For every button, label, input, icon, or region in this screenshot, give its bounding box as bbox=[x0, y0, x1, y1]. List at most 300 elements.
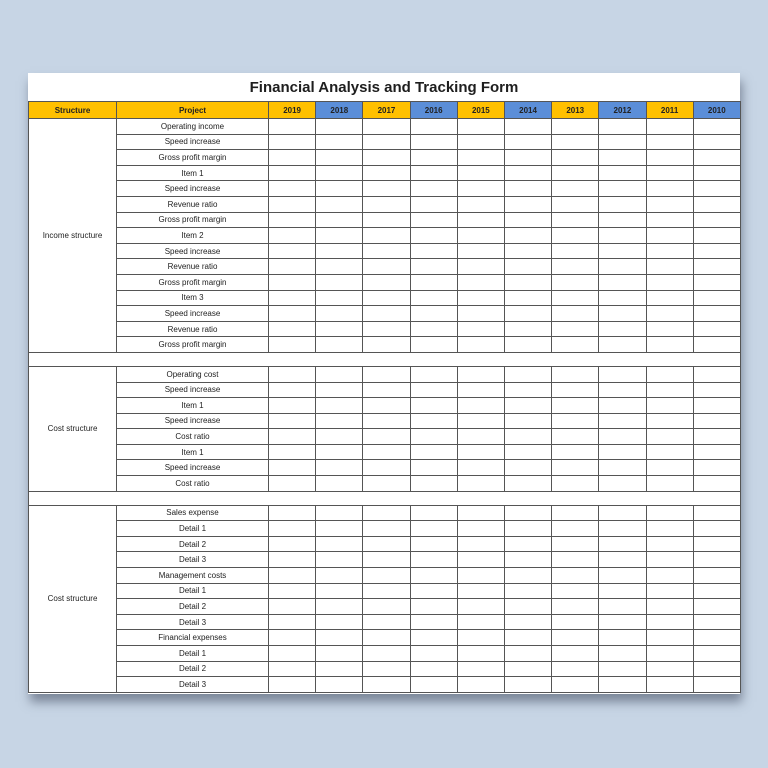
value-cell[interactable] bbox=[646, 119, 693, 135]
value-cell[interactable] bbox=[646, 583, 693, 599]
value-cell[interactable] bbox=[599, 460, 646, 476]
value-cell[interactable] bbox=[646, 661, 693, 677]
value-cell[interactable] bbox=[316, 321, 363, 337]
value-cell[interactable] bbox=[693, 150, 740, 166]
value-cell[interactable] bbox=[410, 212, 457, 228]
value-cell[interactable] bbox=[552, 646, 599, 662]
value-cell[interactable] bbox=[599, 212, 646, 228]
value-cell[interactable] bbox=[316, 150, 363, 166]
value-cell[interactable] bbox=[552, 661, 599, 677]
value-cell[interactable] bbox=[457, 181, 504, 197]
value-cell[interactable] bbox=[504, 382, 551, 398]
value-cell[interactable] bbox=[504, 677, 551, 693]
value-cell[interactable] bbox=[504, 536, 551, 552]
value-cell[interactable] bbox=[410, 677, 457, 693]
value-cell[interactable] bbox=[457, 568, 504, 584]
project-cell[interactable]: Speed increase bbox=[117, 306, 269, 322]
value-cell[interactable] bbox=[363, 614, 410, 630]
value-cell[interactable] bbox=[599, 181, 646, 197]
value-cell[interactable] bbox=[410, 382, 457, 398]
value-cell[interactable] bbox=[552, 243, 599, 259]
value-cell[interactable] bbox=[504, 337, 551, 353]
value-cell[interactable] bbox=[363, 476, 410, 492]
value-cell[interactable] bbox=[363, 677, 410, 693]
structure-cell[interactable]: Cost structure bbox=[29, 366, 117, 491]
header-structure[interactable]: Structure bbox=[29, 102, 117, 119]
value-cell[interactable] bbox=[457, 521, 504, 537]
value-cell[interactable] bbox=[363, 212, 410, 228]
value-cell[interactable] bbox=[599, 398, 646, 414]
value-cell[interactable] bbox=[363, 150, 410, 166]
value-cell[interactable] bbox=[646, 413, 693, 429]
value-cell[interactable] bbox=[552, 444, 599, 460]
value-cell[interactable] bbox=[646, 677, 693, 693]
value-cell[interactable] bbox=[316, 134, 363, 150]
value-cell[interactable] bbox=[646, 630, 693, 646]
value-cell[interactable] bbox=[410, 661, 457, 677]
value-cell[interactable] bbox=[693, 196, 740, 212]
value-cell[interactable] bbox=[552, 568, 599, 584]
value-cell[interactable] bbox=[693, 583, 740, 599]
value-cell[interactable] bbox=[269, 119, 316, 135]
value-cell[interactable] bbox=[646, 212, 693, 228]
value-cell[interactable] bbox=[457, 536, 504, 552]
value-cell[interactable] bbox=[457, 259, 504, 275]
value-cell[interactable] bbox=[410, 321, 457, 337]
value-cell[interactable] bbox=[410, 290, 457, 306]
header-year[interactable]: 2013 bbox=[552, 102, 599, 119]
project-cell[interactable]: Operating cost bbox=[117, 366, 269, 382]
value-cell[interactable] bbox=[269, 552, 316, 568]
value-cell[interactable] bbox=[599, 568, 646, 584]
value-cell[interactable] bbox=[316, 521, 363, 537]
value-cell[interactable] bbox=[693, 646, 740, 662]
value-cell[interactable] bbox=[316, 398, 363, 414]
value-cell[interactable] bbox=[646, 366, 693, 382]
value-cell[interactable] bbox=[269, 212, 316, 228]
header-year[interactable]: 2010 bbox=[693, 102, 740, 119]
value-cell[interactable] bbox=[269, 444, 316, 460]
value-cell[interactable] bbox=[457, 321, 504, 337]
value-cell[interactable] bbox=[363, 552, 410, 568]
value-cell[interactable] bbox=[504, 228, 551, 244]
value-cell[interactable] bbox=[269, 646, 316, 662]
value-cell[interactable] bbox=[410, 599, 457, 615]
project-cell[interactable]: Gross profit margin bbox=[117, 212, 269, 228]
value-cell[interactable] bbox=[693, 366, 740, 382]
value-cell[interactable] bbox=[457, 119, 504, 135]
value-cell[interactable] bbox=[552, 181, 599, 197]
project-cell[interactable]: Financial expenses bbox=[117, 630, 269, 646]
value-cell[interactable] bbox=[552, 382, 599, 398]
value-cell[interactable] bbox=[316, 119, 363, 135]
project-cell[interactable]: Speed increase bbox=[117, 413, 269, 429]
value-cell[interactable] bbox=[316, 476, 363, 492]
value-cell[interactable] bbox=[646, 274, 693, 290]
value-cell[interactable] bbox=[552, 212, 599, 228]
value-cell[interactable] bbox=[316, 306, 363, 322]
project-cell[interactable]: Speed increase bbox=[117, 460, 269, 476]
value-cell[interactable] bbox=[504, 599, 551, 615]
value-cell[interactable] bbox=[316, 460, 363, 476]
value-cell[interactable] bbox=[363, 568, 410, 584]
value-cell[interactable] bbox=[599, 536, 646, 552]
value-cell[interactable] bbox=[269, 429, 316, 445]
value-cell[interactable] bbox=[504, 583, 551, 599]
value-cell[interactable] bbox=[269, 290, 316, 306]
value-cell[interactable] bbox=[457, 614, 504, 630]
value-cell[interactable] bbox=[599, 165, 646, 181]
value-cell[interactable] bbox=[504, 505, 551, 521]
header-year[interactable]: 2016 bbox=[410, 102, 457, 119]
project-cell[interactable]: Gross profit margin bbox=[117, 274, 269, 290]
value-cell[interactable] bbox=[410, 476, 457, 492]
value-cell[interactable] bbox=[552, 476, 599, 492]
value-cell[interactable] bbox=[269, 398, 316, 414]
value-cell[interactable] bbox=[457, 661, 504, 677]
value-cell[interactable] bbox=[646, 196, 693, 212]
value-cell[interactable] bbox=[646, 398, 693, 414]
value-cell[interactable] bbox=[269, 259, 316, 275]
value-cell[interactable] bbox=[410, 646, 457, 662]
value-cell[interactable] bbox=[552, 119, 599, 135]
value-cell[interactable] bbox=[269, 243, 316, 259]
value-cell[interactable] bbox=[646, 429, 693, 445]
value-cell[interactable] bbox=[693, 413, 740, 429]
value-cell[interactable] bbox=[552, 614, 599, 630]
value-cell[interactable] bbox=[410, 134, 457, 150]
value-cell[interactable] bbox=[316, 661, 363, 677]
value-cell[interactable] bbox=[316, 243, 363, 259]
value-cell[interactable] bbox=[599, 321, 646, 337]
value-cell[interactable] bbox=[410, 181, 457, 197]
value-cell[interactable] bbox=[552, 165, 599, 181]
project-cell[interactable]: Revenue ratio bbox=[117, 196, 269, 212]
value-cell[interactable] bbox=[504, 614, 551, 630]
value-cell[interactable] bbox=[316, 382, 363, 398]
value-cell[interactable] bbox=[599, 413, 646, 429]
value-cell[interactable] bbox=[316, 274, 363, 290]
value-cell[interactable] bbox=[693, 599, 740, 615]
project-cell[interactable]: Sales expense bbox=[117, 505, 269, 521]
value-cell[interactable] bbox=[646, 505, 693, 521]
value-cell[interactable] bbox=[269, 181, 316, 197]
value-cell[interactable] bbox=[457, 382, 504, 398]
project-cell[interactable]: Cost ratio bbox=[117, 429, 269, 445]
value-cell[interactable] bbox=[504, 413, 551, 429]
value-cell[interactable] bbox=[363, 196, 410, 212]
value-cell[interactable] bbox=[552, 150, 599, 166]
project-cell[interactable]: Revenue ratio bbox=[117, 259, 269, 275]
project-cell[interactable]: Gross profit margin bbox=[117, 337, 269, 353]
value-cell[interactable] bbox=[363, 119, 410, 135]
value-cell[interactable] bbox=[552, 583, 599, 599]
value-cell[interactable] bbox=[504, 444, 551, 460]
value-cell[interactable] bbox=[269, 460, 316, 476]
value-cell[interactable] bbox=[363, 444, 410, 460]
value-cell[interactable] bbox=[693, 181, 740, 197]
project-cell[interactable]: Speed increase bbox=[117, 134, 269, 150]
value-cell[interactable] bbox=[457, 444, 504, 460]
value-cell[interactable] bbox=[646, 259, 693, 275]
value-cell[interactable] bbox=[410, 228, 457, 244]
value-cell[interactable] bbox=[646, 134, 693, 150]
value-cell[interactable] bbox=[363, 337, 410, 353]
value-cell[interactable] bbox=[410, 505, 457, 521]
value-cell[interactable] bbox=[269, 413, 316, 429]
value-cell[interactable] bbox=[599, 366, 646, 382]
value-cell[interactable] bbox=[410, 568, 457, 584]
value-cell[interactable] bbox=[599, 599, 646, 615]
value-cell[interactable] bbox=[504, 521, 551, 537]
value-cell[interactable] bbox=[693, 505, 740, 521]
value-cell[interactable] bbox=[457, 337, 504, 353]
value-cell[interactable] bbox=[504, 646, 551, 662]
value-cell[interactable] bbox=[410, 614, 457, 630]
value-cell[interactable] bbox=[504, 552, 551, 568]
value-cell[interactable] bbox=[646, 476, 693, 492]
value-cell[interactable] bbox=[693, 119, 740, 135]
project-cell[interactable]: Cost ratio bbox=[117, 476, 269, 492]
value-cell[interactable] bbox=[599, 646, 646, 662]
header-year[interactable]: 2015 bbox=[457, 102, 504, 119]
value-cell[interactable] bbox=[457, 150, 504, 166]
project-cell[interactable]: Item 3 bbox=[117, 290, 269, 306]
value-cell[interactable] bbox=[693, 552, 740, 568]
value-cell[interactable] bbox=[693, 382, 740, 398]
value-cell[interactable] bbox=[363, 521, 410, 537]
value-cell[interactable] bbox=[457, 290, 504, 306]
value-cell[interactable] bbox=[599, 661, 646, 677]
value-cell[interactable] bbox=[316, 583, 363, 599]
value-cell[interactable] bbox=[316, 196, 363, 212]
value-cell[interactable] bbox=[693, 290, 740, 306]
value-cell[interactable] bbox=[599, 505, 646, 521]
value-cell[interactable] bbox=[269, 337, 316, 353]
value-cell[interactable] bbox=[269, 366, 316, 382]
value-cell[interactable] bbox=[693, 521, 740, 537]
value-cell[interactable] bbox=[410, 460, 457, 476]
value-cell[interactable] bbox=[504, 429, 551, 445]
project-cell[interactable]: Detail 2 bbox=[117, 536, 269, 552]
value-cell[interactable] bbox=[504, 134, 551, 150]
value-cell[interactable] bbox=[269, 521, 316, 537]
value-cell[interactable] bbox=[646, 521, 693, 537]
value-cell[interactable] bbox=[269, 165, 316, 181]
value-cell[interactable] bbox=[646, 599, 693, 615]
value-cell[interactable] bbox=[316, 181, 363, 197]
value-cell[interactable] bbox=[599, 150, 646, 166]
value-cell[interactable] bbox=[457, 476, 504, 492]
value-cell[interactable] bbox=[599, 677, 646, 693]
value-cell[interactable] bbox=[504, 119, 551, 135]
value-cell[interactable] bbox=[457, 646, 504, 662]
value-cell[interactable] bbox=[599, 274, 646, 290]
value-cell[interactable] bbox=[269, 476, 316, 492]
value-cell[interactable] bbox=[316, 290, 363, 306]
value-cell[interactable] bbox=[457, 306, 504, 322]
value-cell[interactable] bbox=[269, 382, 316, 398]
value-cell[interactable] bbox=[457, 165, 504, 181]
value-cell[interactable] bbox=[504, 274, 551, 290]
value-cell[interactable] bbox=[693, 614, 740, 630]
value-cell[interactable] bbox=[269, 306, 316, 322]
value-cell[interactable] bbox=[316, 444, 363, 460]
value-cell[interactable] bbox=[269, 321, 316, 337]
value-cell[interactable] bbox=[457, 274, 504, 290]
value-cell[interactable] bbox=[504, 321, 551, 337]
value-cell[interactable] bbox=[363, 259, 410, 275]
project-cell[interactable]: Speed increase bbox=[117, 382, 269, 398]
value-cell[interactable] bbox=[552, 677, 599, 693]
value-cell[interactable] bbox=[646, 444, 693, 460]
value-cell[interactable] bbox=[693, 536, 740, 552]
value-cell[interactable] bbox=[316, 630, 363, 646]
value-cell[interactable] bbox=[410, 444, 457, 460]
value-cell[interactable] bbox=[269, 196, 316, 212]
value-cell[interactable] bbox=[269, 614, 316, 630]
value-cell[interactable] bbox=[646, 646, 693, 662]
value-cell[interactable] bbox=[599, 290, 646, 306]
value-cell[interactable] bbox=[269, 677, 316, 693]
value-cell[interactable] bbox=[504, 243, 551, 259]
value-cell[interactable] bbox=[363, 165, 410, 181]
value-cell[interactable] bbox=[646, 321, 693, 337]
structure-cell[interactable]: Income structure bbox=[29, 119, 117, 353]
header-year[interactable]: 2014 bbox=[504, 102, 551, 119]
value-cell[interactable] bbox=[410, 630, 457, 646]
value-cell[interactable] bbox=[504, 661, 551, 677]
value-cell[interactable] bbox=[410, 165, 457, 181]
value-cell[interactable] bbox=[552, 337, 599, 353]
value-cell[interactable] bbox=[363, 646, 410, 662]
value-cell[interactable] bbox=[552, 398, 599, 414]
value-cell[interactable] bbox=[269, 150, 316, 166]
value-cell[interactable] bbox=[363, 321, 410, 337]
value-cell[interactable] bbox=[599, 134, 646, 150]
value-cell[interactable] bbox=[457, 398, 504, 414]
value-cell[interactable] bbox=[504, 290, 551, 306]
value-cell[interactable] bbox=[457, 413, 504, 429]
value-cell[interactable] bbox=[363, 505, 410, 521]
value-cell[interactable] bbox=[504, 476, 551, 492]
value-cell[interactable] bbox=[646, 382, 693, 398]
value-cell[interactable] bbox=[363, 583, 410, 599]
value-cell[interactable] bbox=[693, 661, 740, 677]
value-cell[interactable] bbox=[552, 196, 599, 212]
value-cell[interactable] bbox=[410, 306, 457, 322]
value-cell[interactable] bbox=[693, 476, 740, 492]
value-cell[interactable] bbox=[599, 259, 646, 275]
project-cell[interactable]: Detail 1 bbox=[117, 521, 269, 537]
project-cell[interactable]: Gross profit margin bbox=[117, 150, 269, 166]
value-cell[interactable] bbox=[410, 119, 457, 135]
value-cell[interactable] bbox=[410, 243, 457, 259]
value-cell[interactable] bbox=[693, 321, 740, 337]
header-project[interactable]: Project bbox=[117, 102, 269, 119]
project-cell[interactable]: Item 1 bbox=[117, 444, 269, 460]
value-cell[interactable] bbox=[504, 212, 551, 228]
project-cell[interactable]: Detail 3 bbox=[117, 614, 269, 630]
value-cell[interactable] bbox=[599, 429, 646, 445]
value-cell[interactable] bbox=[316, 165, 363, 181]
value-cell[interactable] bbox=[269, 274, 316, 290]
value-cell[interactable] bbox=[693, 306, 740, 322]
project-cell[interactable]: Speed increase bbox=[117, 243, 269, 259]
value-cell[interactable] bbox=[363, 306, 410, 322]
project-cell[interactable]: Detail 3 bbox=[117, 677, 269, 693]
value-cell[interactable] bbox=[599, 228, 646, 244]
value-cell[interactable] bbox=[363, 181, 410, 197]
value-cell[interactable] bbox=[646, 614, 693, 630]
value-cell[interactable] bbox=[457, 677, 504, 693]
value-cell[interactable] bbox=[646, 337, 693, 353]
value-cell[interactable] bbox=[410, 521, 457, 537]
value-cell[interactable] bbox=[552, 521, 599, 537]
value-cell[interactable] bbox=[316, 366, 363, 382]
value-cell[interactable] bbox=[646, 228, 693, 244]
value-cell[interactable] bbox=[599, 476, 646, 492]
value-cell[interactable] bbox=[410, 196, 457, 212]
value-cell[interactable] bbox=[269, 536, 316, 552]
value-cell[interactable] bbox=[693, 444, 740, 460]
value-cell[interactable] bbox=[646, 460, 693, 476]
value-cell[interactable] bbox=[552, 599, 599, 615]
value-cell[interactable] bbox=[363, 429, 410, 445]
value-cell[interactable] bbox=[457, 460, 504, 476]
value-cell[interactable] bbox=[363, 274, 410, 290]
value-cell[interactable] bbox=[269, 134, 316, 150]
project-cell[interactable]: Detail 1 bbox=[117, 646, 269, 662]
value-cell[interactable] bbox=[410, 259, 457, 275]
value-cell[interactable] bbox=[363, 382, 410, 398]
value-cell[interactable] bbox=[693, 429, 740, 445]
value-cell[interactable] bbox=[599, 630, 646, 646]
value-cell[interactable] bbox=[693, 398, 740, 414]
value-cell[interactable] bbox=[599, 444, 646, 460]
value-cell[interactable] bbox=[363, 630, 410, 646]
value-cell[interactable] bbox=[457, 196, 504, 212]
value-cell[interactable] bbox=[410, 429, 457, 445]
value-cell[interactable] bbox=[599, 382, 646, 398]
value-cell[interactable] bbox=[410, 337, 457, 353]
value-cell[interactable] bbox=[316, 614, 363, 630]
value-cell[interactable] bbox=[693, 228, 740, 244]
value-cell[interactable] bbox=[504, 398, 551, 414]
value-cell[interactable] bbox=[599, 614, 646, 630]
value-cell[interactable] bbox=[504, 366, 551, 382]
value-cell[interactable] bbox=[269, 630, 316, 646]
value-cell[interactable] bbox=[504, 568, 551, 584]
value-cell[interactable] bbox=[363, 661, 410, 677]
value-cell[interactable] bbox=[316, 505, 363, 521]
value-cell[interactable] bbox=[552, 630, 599, 646]
project-cell[interactable]: Item 1 bbox=[117, 398, 269, 414]
header-year[interactable]: 2018 bbox=[316, 102, 363, 119]
value-cell[interactable] bbox=[316, 599, 363, 615]
value-cell[interactable] bbox=[457, 630, 504, 646]
value-cell[interactable] bbox=[646, 536, 693, 552]
value-cell[interactable] bbox=[363, 134, 410, 150]
value-cell[interactable] bbox=[693, 568, 740, 584]
value-cell[interactable] bbox=[457, 366, 504, 382]
value-cell[interactable] bbox=[363, 413, 410, 429]
value-cell[interactable] bbox=[363, 599, 410, 615]
value-cell[interactable] bbox=[316, 568, 363, 584]
value-cell[interactable] bbox=[457, 552, 504, 568]
value-cell[interactable] bbox=[646, 290, 693, 306]
value-cell[interactable] bbox=[410, 366, 457, 382]
